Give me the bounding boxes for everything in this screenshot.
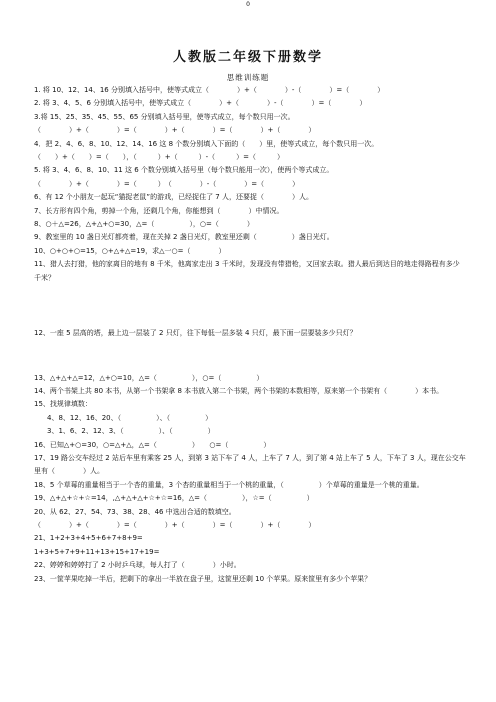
question-12: 12、一座 5 层高的塔，最上边一层装了 2 只灯，往下每低一层多装 4 只灯，最下面一层要装多少只灯？ (34, 329, 357, 338)
question-3-blanks: （ ）+（ ）=（ ）+（ ）=（ ）+（ ） (34, 126, 316, 135)
worksheet-title: 人教版二年级下册数学 (172, 50, 323, 65)
question-2: 2. 将 3、4、5、6 分别填入括号中，使等式成立（ ）+（ ）-（ ）=（ ） (34, 99, 367, 108)
question-19: 19、△+△+☆+☆=14，,△+△+△+☆+☆=16，△=（ ），☆=（ ） (34, 494, 314, 503)
question-3: 3.将 15、25、35、45、55、65 分别填入括号里，使等式成立，每个数只用一次。 (34, 112, 295, 121)
question-10: 10、○+○+○=15，○+△+△=19，求△一○=（ ） (34, 246, 226, 255)
question-list (34, 84, 466, 586)
worksheet-subtitle: 思维训练题 (226, 73, 270, 82)
question-22: 22、婷婷和婷婷打了 2 小时乒乓球，每人打了（ ）小时。 (34, 561, 241, 570)
question-1: 1. 将 10、12、14、16 分别填入括号中，使等式成立（ ）+（ ）-（ ）=（ ） (34, 86, 385, 94)
question-5: 5. 将 3、4、6、8、10、11 这 6 个数分别填入括号里（每个数只能用一次），使两个等式成立。 (34, 166, 334, 175)
question-13: 13、△+△+△=12，△+○=10，△=（ ），○=（ ） (34, 373, 264, 382)
question-15: 15、找规律填数： (34, 400, 92, 409)
question-6: 6、有 12 个小朋友一起玩“猫捉老鼠”的游戏，已经捉住了 7 人，还要捉（ ）人。 (34, 193, 313, 202)
question-17: 17、19 路公交车经过 2 站后车里有乘客 25 人，到第 3 站下车了 4 人，上车了 7 人，到了第 4 站上车了 5 人，下车了 3 人，现在公交车里有（ ）人。 (34, 453, 466, 476)
question-7: 7、长方形有四个角，剪掉一个角，还剩几个角，你能想到（ ）中情况。 (34, 206, 284, 215)
question-16: 16、已知△+○=30，○=△+△，△=（ ） ○=（ ） (34, 440, 271, 449)
question-4: 4．把 2、4、6、8、10、12、14、16 这 8 个数分别填入下面的（ ）里，使等式成立，每个数只用一次。 (34, 139, 379, 148)
question-5-blanks: （ ）+（ ）=（ ） （ ）-（ ）=（ ） (34, 179, 300, 188)
question-8: 8、○＋△=26，△+△+○=30，△=（ ），○=（ ） (34, 220, 254, 229)
question-18: 18、5 个草莓的重量相当于一个杏的重量，3 个杏的重量相当于一个桃的重量，（ ）个草莓的重量是一个桃的重量。 (34, 480, 424, 489)
answer-space (34, 341, 466, 372)
question-14: 14、两个书架上共 80 本书，从第一个书架拿 8 本书放入第二个书架，两个书架的本数相等，原来第一个书架有（ ）本书。 (34, 386, 444, 395)
page-number: 0 (246, 1, 250, 8)
question-15-sequence-a: 4、8、12、16、20、（ ）、（ ） (47, 413, 213, 422)
answer-space (34, 285, 466, 327)
question-20: 20、从 62、27、54、73、38、28、46 中选出合适的数填空。 (34, 507, 236, 516)
question-15-sequence-b: 3、1、6、2、12、3、（ ）、（ ） (47, 427, 215, 436)
question-4-blanks: （ ）+（ ）=（ ），（ ）+（ ）-（ ）=（ ） (34, 153, 284, 162)
question-21-b: 1+3+5+7+9+11+13+15+17+19= (34, 547, 160, 556)
question-11: 11、猎人去打猎，他的家离目的地有 8 千米，他离家走出 3 千米时，发现没有带猎枪，又回家去取。猎人最后到达目的地走得路程有多少千米？ (34, 260, 460, 282)
question-9: 9、教室里的 10 盏日光灯都亮着，现在关掉 2 盏日光灯，教室里还剩（ ）盏日光灯。 (34, 233, 334, 242)
question-20-blanks: （ ）+（ ）=（ ）+（ ）=（ ）+（ ） (34, 520, 316, 529)
question-23: 23、一筐苹果吃掉一半后，把剩下的拿出一半放在盘子里，这筐里还剩 10 个苹果。原来筐里有多少个苹果？ (34, 574, 372, 583)
question-21: 21、1+2+3+4+5+6+7+8+9= (34, 534, 143, 543)
